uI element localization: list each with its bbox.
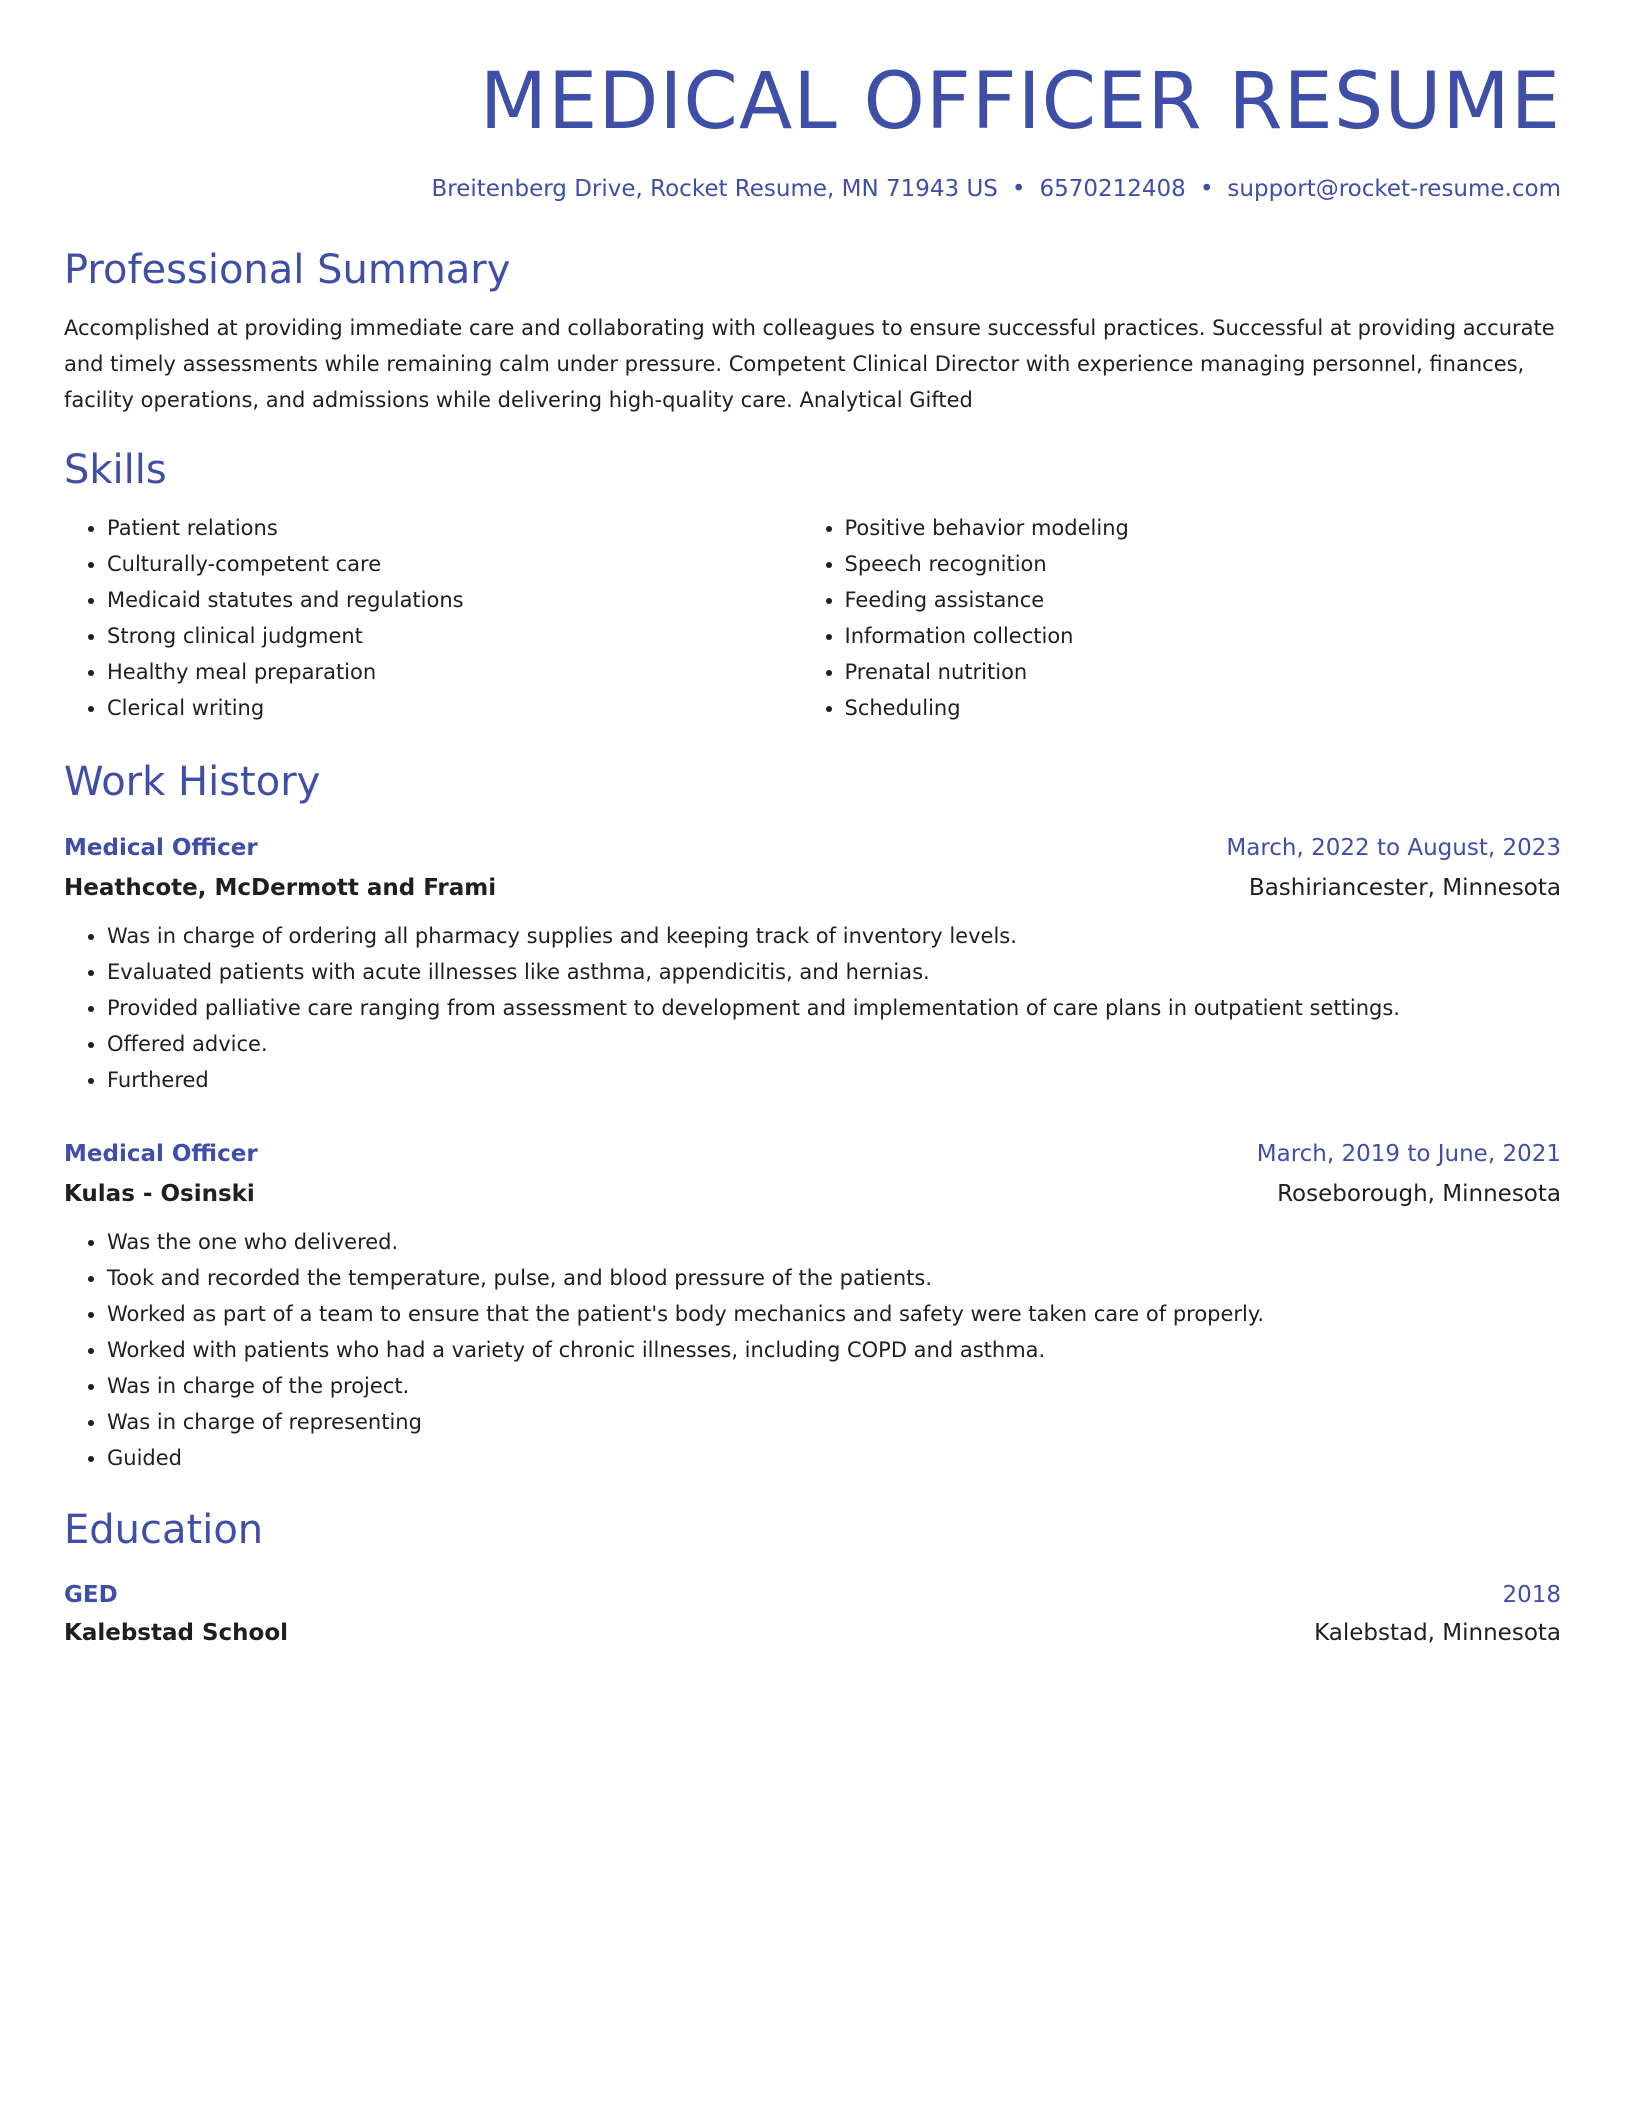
- section-heading-education: Education: [64, 1507, 264, 1553]
- job-entry: [64, 1134, 1561, 1476]
- education-entry: [64, 1576, 1561, 1652]
- job-company: Kulas - Osinski: [64, 1181, 255, 1207]
- job-duties-list: [64, 918, 1561, 1098]
- job-duty: • Was in charge of ordering all pharmacy supplies and keeping track of inventory levels.: [107, 918, 1561, 954]
- skill-item: • Strong clinical judgment: [107, 618, 813, 654]
- job-duty: • Offered advice.: [107, 1026, 1561, 1062]
- skills-list-left: [64, 510, 813, 726]
- job-duty: • Worked with patients who had a variety of chronic illnesses, including COPD and asthma.: [107, 1332, 1561, 1368]
- job-duty: • Furthered: [107, 1062, 1561, 1098]
- skill-item: • Prenatal nutrition: [845, 654, 1562, 690]
- skill-item: • Clerical writing: [107, 690, 813, 726]
- contact-phone: 6570212408: [1039, 176, 1186, 202]
- section-heading-skills: Skills: [64, 447, 167, 493]
- contact-address: Breitenberg Drive, Rocket Resume, MN 71943 US: [431, 176, 998, 202]
- education-year: 2018: [1502, 1582, 1561, 1608]
- job-duty: • Was in charge of the project.: [107, 1368, 1561, 1404]
- job-role: Medical Officer: [64, 835, 258, 861]
- job-duty: • Worked as part of a team to ensure that the patient's body mechanics and safety were taken care of properly.: [107, 1296, 1561, 1332]
- education-school: Kalebstad School: [64, 1620, 289, 1646]
- job-header-row: [64, 828, 1561, 868]
- job-duty: • Provided palliative care ranging from assessment to development and implementation of care plans in outpatient settings.: [107, 990, 1561, 1026]
- education-location: Kalebstad, Minnesota: [1314, 1620, 1561, 1646]
- summary-text: Accomplished at providing immediate care and collaborating with colleagues to ensure successful practices. Successful at providing accurate and timely assessments while remaining calm under pressure. Competent Clinical Director with experience managing personnel, finances, facility operations, and admissions while delivering high-quality care. Analytical Gifted: [64, 316, 1555, 412]
- job-dates: March, 2022 to August, 2023: [1226, 835, 1561, 861]
- skill-item: • Culturally-competent care: [107, 546, 813, 582]
- job-duty: • Was in charge of representing: [107, 1404, 1561, 1440]
- skill-item: • Healthy meal preparation: [107, 654, 813, 690]
- job-company-row: [64, 868, 1561, 908]
- job-header-row: [64, 1134, 1561, 1174]
- job-role: Medical Officer: [64, 1141, 258, 1167]
- skill-item: • Information collection: [845, 618, 1562, 654]
- job-duty: • Guided: [107, 1440, 1561, 1476]
- section-heading-work-history: Work History: [64, 759, 321, 805]
- job-entry: [64, 828, 1561, 1098]
- job-duty: • Evaluated patients with acute illnesses like asthma, appendicitis, and hernias.: [107, 954, 1561, 990]
- contact-line: [64, 174, 1561, 204]
- skill-item: • Speech recognition: [845, 546, 1562, 582]
- job-location: Roseborough, Minnesota: [1277, 1181, 1561, 1207]
- resume-page: [64, 0, 1561, 1652]
- skills-list-right: [813, 510, 1562, 726]
- skill-item: • Scheduling: [845, 690, 1562, 726]
- separator-dot: •: [1199, 176, 1214, 202]
- job-company-row: [64, 1174, 1561, 1214]
- job-duty: • Was the one who delivered.: [107, 1224, 1561, 1260]
- skill-item: • Patient relations: [107, 510, 813, 546]
- contact-email: support@rocket-resume.com: [1227, 176, 1561, 202]
- job-location: Bashiriancester, Minnesota: [1248, 875, 1561, 901]
- education-school-row: [64, 1614, 1561, 1652]
- skill-item: • Medicaid statutes and regulations: [107, 582, 813, 618]
- section-heading-summary: Professional Summary: [64, 247, 511, 293]
- job-duties-list: [64, 1224, 1561, 1476]
- job-company: Heathcote, McDermott and Frami: [64, 875, 497, 901]
- education-degree: GED: [64, 1582, 118, 1608]
- job-dates: March, 2019 to June, 2021: [1256, 1141, 1561, 1167]
- education-header-row: [64, 1576, 1561, 1614]
- resume-title: MEDICAL OFFICER RESUME: [479, 57, 1561, 147]
- skills-grid: [64, 510, 1561, 726]
- separator-dot: •: [1011, 176, 1026, 202]
- job-duty: • Took and recorded the temperature, pulse, and blood pressure of the patients.: [107, 1260, 1561, 1296]
- skill-item: • Positive behavior modeling: [845, 510, 1562, 546]
- skill-item: • Feeding assistance: [845, 582, 1562, 618]
